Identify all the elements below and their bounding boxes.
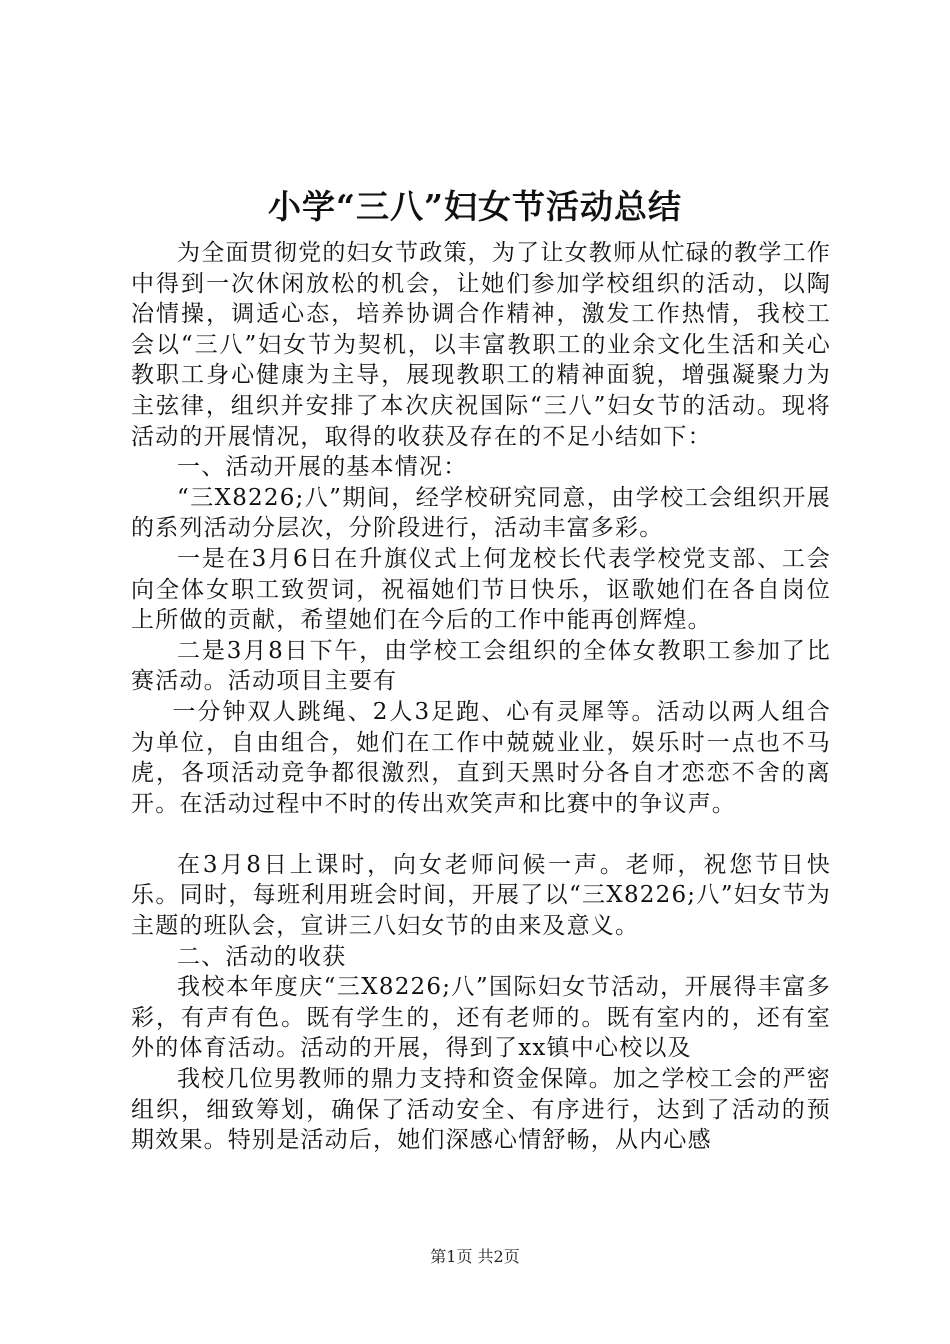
paragraph-overview: “三X8226;八”期间，经学校研究同意，由学校工会组织开展的系列活动分层次，分阶段进行，活动丰富多彩。 [131,484,831,542]
page-footer: 第1页 共2页 [430,1247,520,1266]
paragraph-item-2: 二是3月8日下午，由学校工会组织的全体女教职工参加了比赛活动。活动项目主要有 [131,637,831,695]
paragraph-gains-2: 我校几位男教师的鼎力支持和资金保障。加之学校工会的严密组织，细致筹划，确保了活动安全、有序进行，达到了活动的预期效果。特别是活动后，她们深感心情舒畅，从内心感 [131,1066,831,1154]
paragraph-intro: 为全面贯彻党的妇女节政策，为了让女教师从忙碌的教学工作中得到一次休闲放松的机会，让她们参加学校组织的活动，以陶冶情操，调适心态，培养协调合作精神，激发工作热情，我校工会以“三八”妇女节为契机，以丰富教职工的业余文化生活和关心教职工身心健康为主导，展现教职工的精神面貌，增强凝聚力为主弦律，组织并安排了本次庆祝国际“三八”妇女节的活动。现将活动的开展情况，取得的收获及存在的不足小结如下： [131,240,831,450]
paragraph-gains-1: 我校本年度庆“三X8226;八”国际妇女节活动，开展得丰富多彩，有声有色。既有学生的，还有老师的。既有室内的，还有室外的体育活动。活动的开展，得到了xx镇中心校以及 [131,974,831,1062]
document-body [131,238,831,1156]
section-heading-1: 一、活动开展的基本情况： [177,454,468,481]
paragraph-item-2-cont: 一分钟双人跳绳、2人3足跑、心有灵犀等。活动以两人组合为单位，自由组合，她们在工作中兢兢业业，娱乐时一点也不马虎，各项活动竞争都很激烈，直到天黑时分各自才恋恋不舍的离开。在活动过程中不时的传出欢笑声和比赛中的争议声。 [131,698,831,817]
paragraph-item-1: 一是在3月6日在升旗仪式上何龙校长代表学校党支部、工会向全体女职工致贺词，祝福她们节日快乐，讴歌她们在各自岗位上所做的贡献，希望她们在今后的工作中能再创辉煌。 [131,545,831,634]
paragraph-item-3: 在3月8日上课时，向女老师问候一声。老师，祝您节日快乐。同时，每班利用班会时间，开展了以“三X8226;八”妇女节为主题的班队会，宣讲三八妇女节的由来及意义。 [131,851,831,940]
section-heading-2: 二、活动的收获 [177,943,347,970]
blank-line [131,819,831,850]
document-title: 小学“三八”妇女节活动总结 [268,187,682,226]
